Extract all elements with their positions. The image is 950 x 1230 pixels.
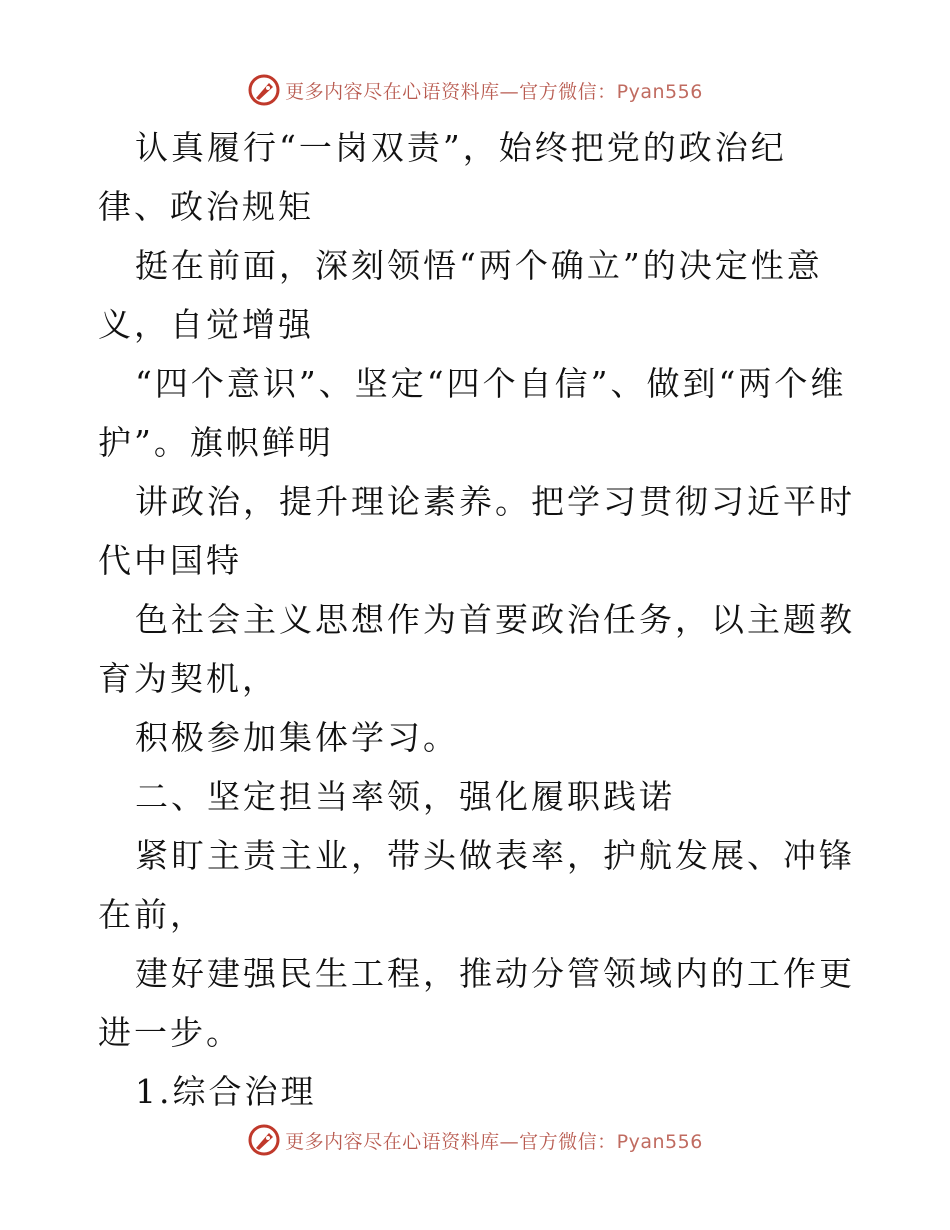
pen-nib-logo-icon (247, 73, 281, 107)
paragraph: 讲政治，提升理论素养。把学习贯彻习近平时代中国特 (98, 482, 855, 580)
section-heading: 二、坚定担当率领，强化履职践诺 (135, 777, 675, 816)
document-body (98, 118, 858, 1121)
watermark-text: 更多内容尽在心语资料库—官方微信：Pyan556 (285, 1130, 703, 1153)
paragraph: 色社会主义思想作为首要政治任务，以主题教育为契机， (98, 600, 855, 698)
subsection-heading: 1.综合治理 (135, 1072, 317, 1111)
paragraph: 积极参加集体学习。 (135, 718, 459, 757)
paragraph: “四个意识”、坚定“四个自信”、做到“两个维护”。旗帜鲜明 (98, 364, 847, 462)
paragraph: 建好建强民生工程，推动分管领域内的工作更进一步。 (98, 954, 855, 1052)
watermark-text: 更多内容尽在心语资料库—官方微信：Pyan556 (285, 80, 703, 103)
footer-watermark (0, 1122, 950, 1158)
paragraph: 紧盯主责主业，带头做表率，护航发展、冲锋在前， (98, 836, 855, 934)
pen-nib-logo-icon (247, 1123, 281, 1157)
paragraph: 认真履行“一岗双责”，始终把党的政治纪律、政治规矩 (98, 128, 787, 226)
paragraph: 挺在前面，深刻领悟“两个确立”的决定性意义，自觉增强 (98, 246, 823, 344)
header-watermark (0, 72, 950, 108)
